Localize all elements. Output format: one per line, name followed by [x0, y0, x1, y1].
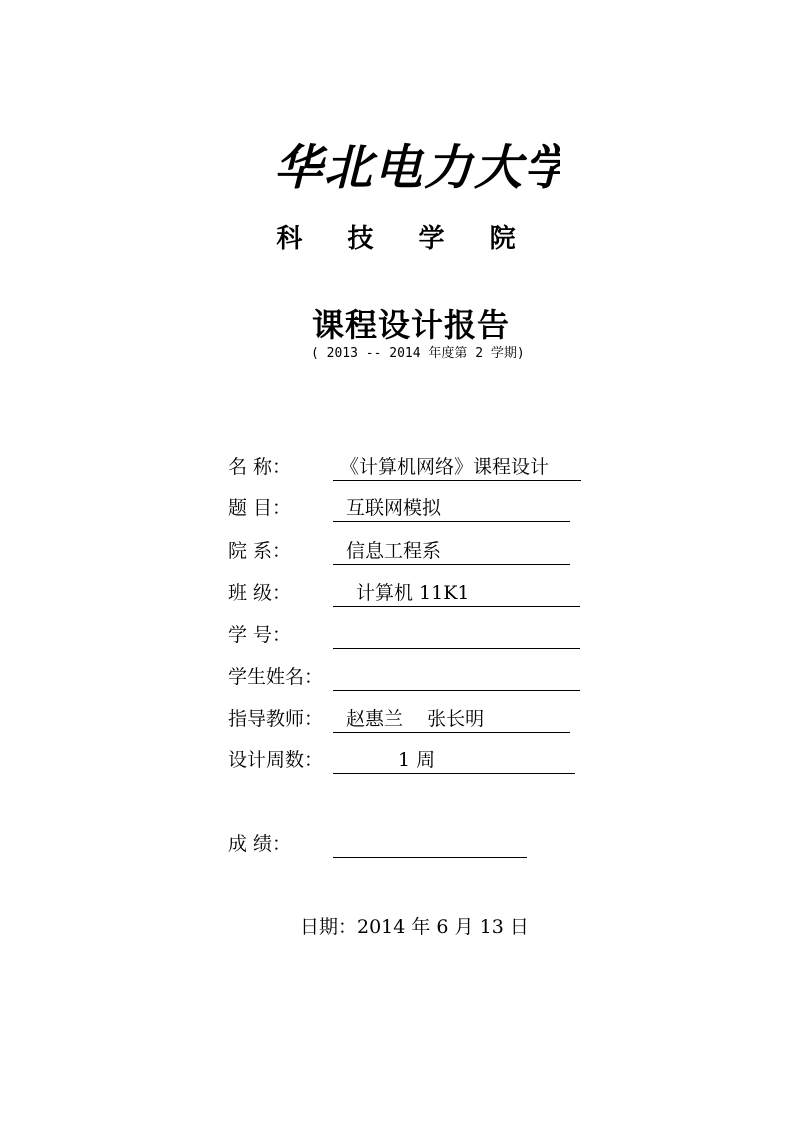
- field-department-value: 信息工程系: [346, 540, 442, 562]
- university-name: 华北电力大学: [274, 140, 560, 196]
- field-name-value: 《计算机网络》课程设计: [340, 456, 550, 478]
- field-grade: [228, 829, 291, 859]
- field-topic: [228, 493, 442, 523]
- university-calligraphy-logo: [270, 128, 560, 208]
- field-weeks: [228, 745, 436, 775]
- field-department-label: 院 系：: [228, 540, 292, 562]
- field-grade-label: 成 绩：: [228, 833, 292, 855]
- field-name-label: 名 称：: [228, 456, 292, 478]
- field-advisor-value: 赵惠兰 张长明: [346, 708, 485, 730]
- report-date: 日期：2014 年 6 月 13 日: [300, 916, 529, 938]
- field-student-id-label: 学 号：: [228, 624, 292, 646]
- field-weeks-label: 设计周数：: [228, 749, 324, 771]
- field-weeks-underline: [333, 745, 575, 774]
- college-name: 科 技 学 院: [276, 224, 534, 254]
- field-class: [228, 578, 470, 608]
- field-topic-value: 互联网模拟: [346, 497, 442, 519]
- university-logo: [270, 128, 560, 208]
- field-advisor-label: 指导教师：: [228, 708, 324, 730]
- field-student-id-underline: [333, 620, 580, 649]
- field-class-value: 计算机 11K1: [356, 582, 470, 604]
- field-name: [228, 452, 550, 482]
- field-class-label: 班 级：: [228, 582, 292, 604]
- field-student-name-label: 学生姓名：: [228, 666, 324, 688]
- field-student-name: [228, 662, 323, 692]
- report-title: 课程设计报告: [312, 306, 511, 344]
- field-department: [228, 536, 442, 566]
- field-advisor: [228, 704, 485, 734]
- field-topic-label: 题 目：: [228, 497, 292, 519]
- semester-line: ( 2013 -- 2014 年度第 2 学期): [311, 346, 525, 361]
- field-weeks-value: 1 周: [398, 749, 436, 771]
- field-grade-underline: [333, 829, 527, 858]
- field-student-name-underline: [333, 662, 580, 691]
- field-student-id: [228, 620, 291, 650]
